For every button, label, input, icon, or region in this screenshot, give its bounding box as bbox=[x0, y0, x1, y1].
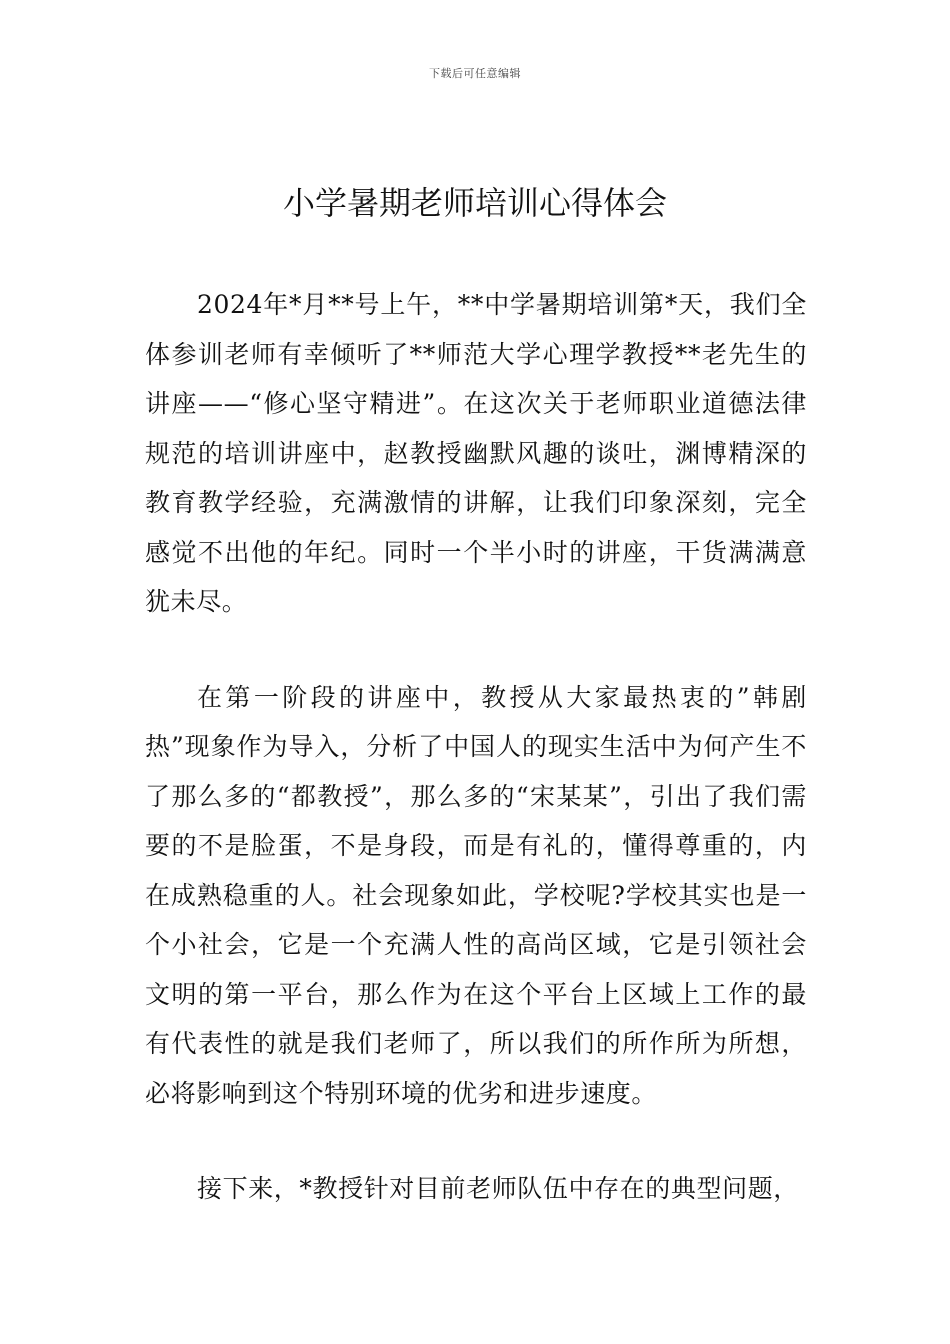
paragraph-2: 在第一阶段的讲座中，教授从大家最热衷的”韩剧热”现象作为导入，分析了中国人的现实生活中为何产生不了那么多的“都教授”，那么多的“宋某某”，引出了我们需要的不是脸蛋，不是身段，而是有礼的，懂得尊重的，内在成熟稳重的人。社会现象如此，学校呢?学校其实也是一个小社会，它是一个充满人性的高尚区域，它是引领社会文明的第一平台，那么作为在这个平台上区域上工作的最有代表性的就是我们老师了，所以我们的所作所为所想，必将影响到这个特别环境的优劣和进步速度。 bbox=[145, 682, 807, 1108]
paragraph-3: 接下来，*教授针对目前老师队伍中存在的典型问题， bbox=[197, 1174, 799, 1203]
document-body bbox=[145, 280, 807, 1260]
header-note: 下载后可任意编辑 bbox=[429, 67, 521, 80]
paragraph-1: 2024年*月**号上午，**中学暑期培训第*天，我们全体参训老师有幸倾听了**师范大学心理学教授**老先生的讲座——“修心坚守精进”。在这次关于老师职业道德法律规范的培训讲座中，赵教授幽默风趣的谈吐，渊博精深的教育教学经验，充满激情的讲解，让我们印象深刻，完全感觉不出他的年纪。同时一个半小时的讲座，干货满满意犹未尽。 bbox=[145, 290, 807, 616]
document-title: 小学暑期老师培训心得体会 bbox=[282, 184, 667, 222]
